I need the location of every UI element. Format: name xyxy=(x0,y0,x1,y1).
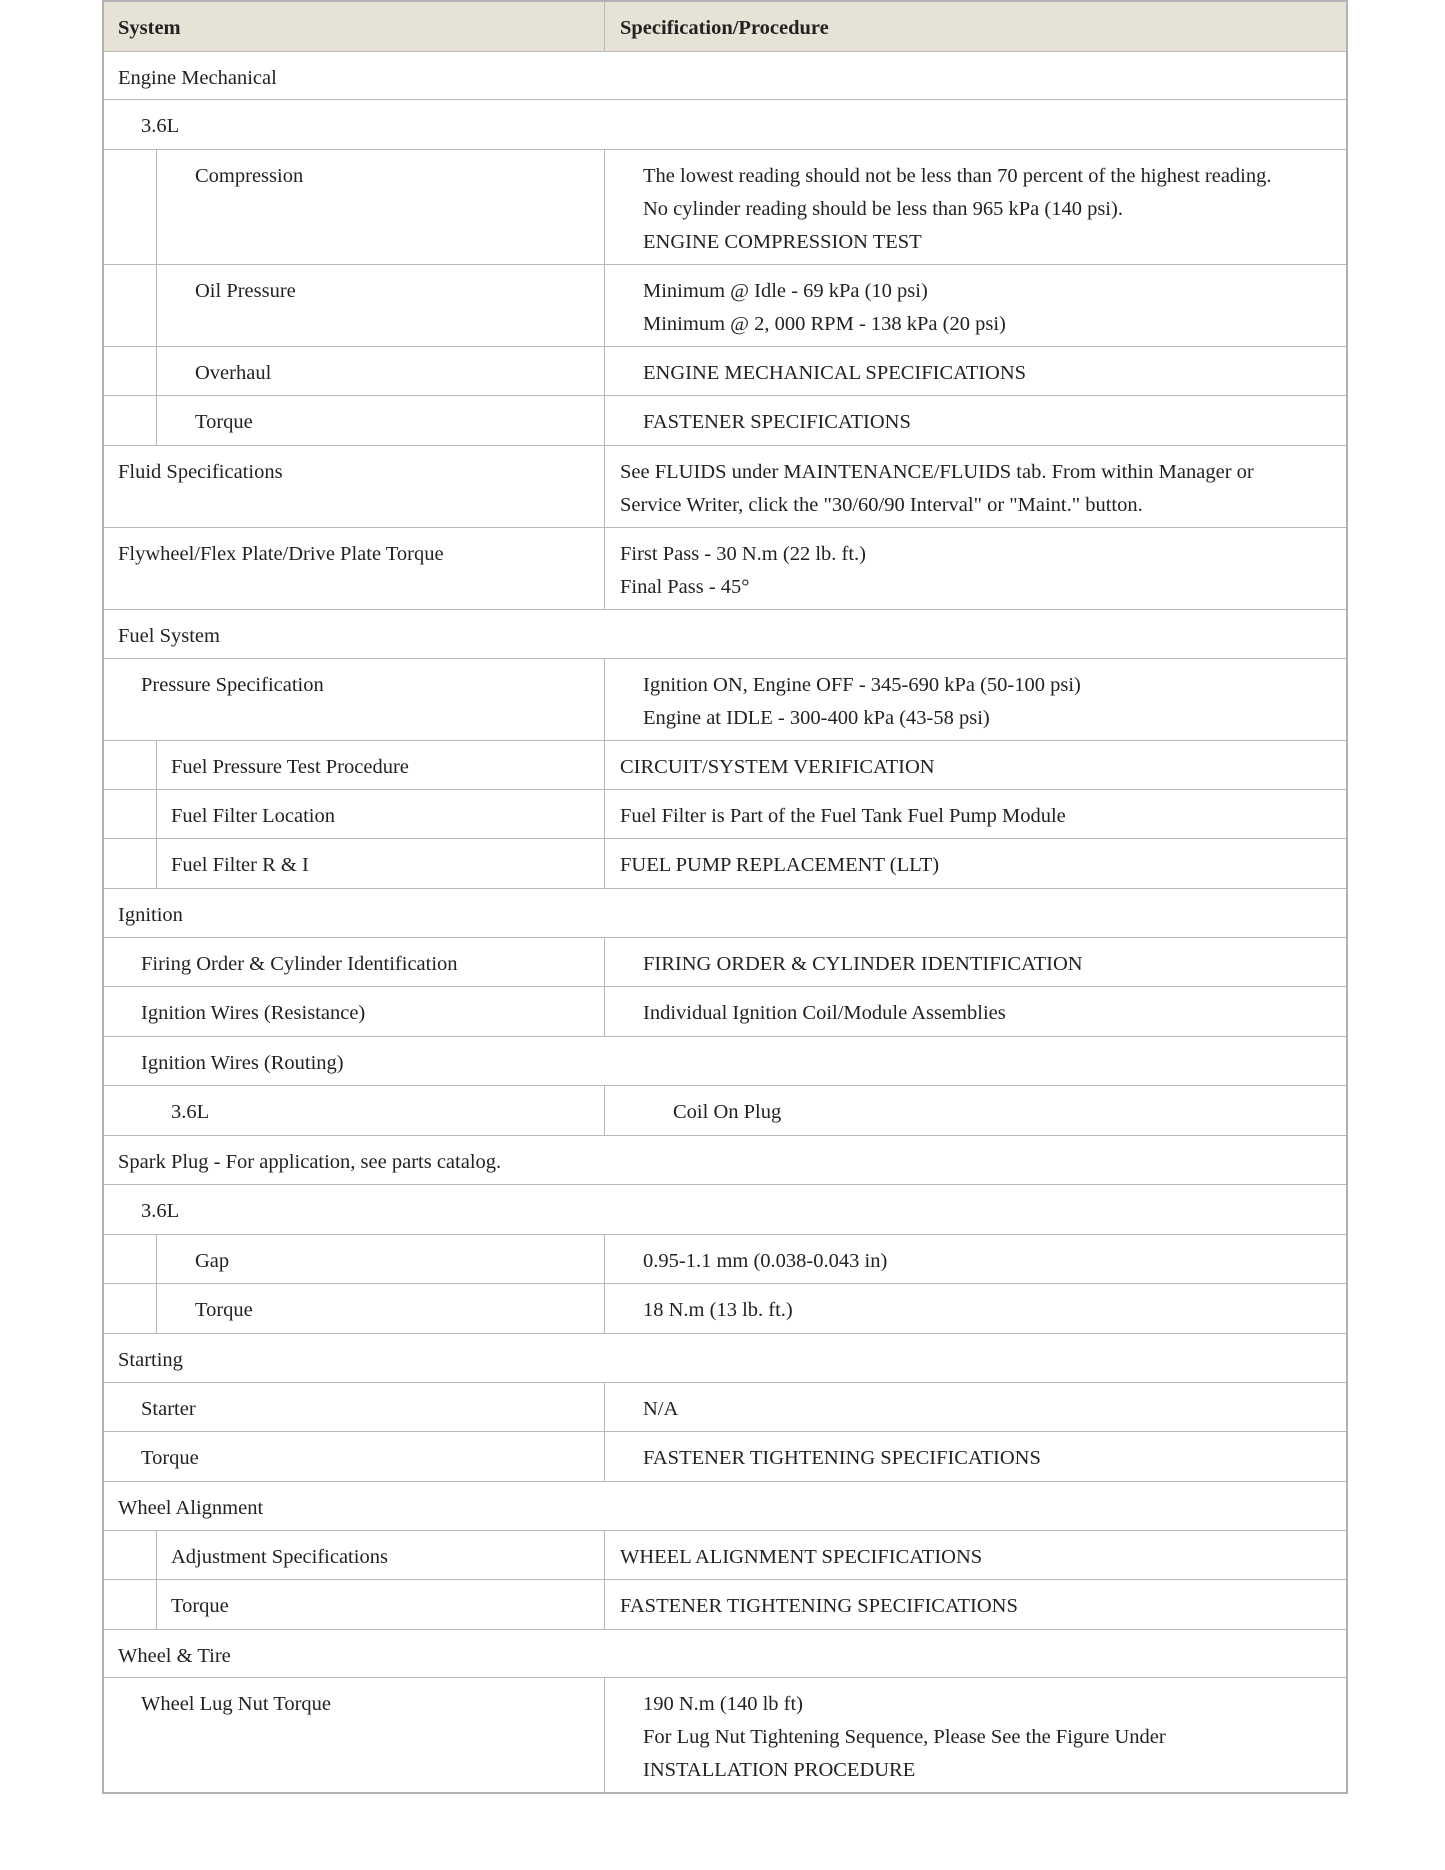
spec-text xyxy=(620,751,935,784)
spec-line: ENGINE COMPRESSION TEST xyxy=(643,231,922,253)
spec-text xyxy=(620,1541,982,1574)
spec-text xyxy=(620,1590,1018,1623)
system-label: Wheel Alignment xyxy=(118,1497,264,1519)
system-cell xyxy=(104,1678,604,1792)
table-row xyxy=(104,1184,1346,1234)
table-row xyxy=(104,1234,1346,1283)
table-row xyxy=(104,1481,1346,1530)
table-row xyxy=(104,937,1346,986)
system-label: Spark Plug - For application, see parts catalog. xyxy=(118,1151,502,1173)
table-row xyxy=(104,1629,1346,1677)
table-row xyxy=(104,1135,1346,1184)
table-row xyxy=(104,99,1346,149)
system-cell xyxy=(104,1531,604,1579)
system-cell xyxy=(104,839,604,888)
spec-line: Minimum @ 2, 000 RPM - 138 kPa (20 psi) xyxy=(643,313,1006,335)
spec-line: Service Writer, click the "30/60/90 Interval" or "Maint." button. xyxy=(620,494,1143,516)
spec-text xyxy=(620,456,1254,522)
spec-line: The lowest reading should not be less than 70 percent of the highest reading. xyxy=(643,165,1272,187)
spec-cell xyxy=(604,396,1346,445)
table-row xyxy=(104,149,1346,264)
table-row xyxy=(104,1283,1346,1333)
table-row xyxy=(104,51,1346,99)
spec-line: CIRCUIT/SYSTEM VERIFICATION xyxy=(620,756,935,778)
spec-cell xyxy=(604,1531,1346,1579)
table-row xyxy=(104,740,1346,789)
system-cell xyxy=(104,741,604,789)
spec-line: N/A xyxy=(643,1398,679,1420)
system-cell xyxy=(104,790,604,838)
system-cell xyxy=(104,1580,604,1629)
table-row xyxy=(104,1530,1346,1579)
spec-cell xyxy=(604,659,1346,740)
system-label: Compression xyxy=(195,165,304,187)
spec-text xyxy=(643,997,1006,1030)
system-label: Fluid Specifications xyxy=(118,461,283,483)
table-row xyxy=(104,395,1346,445)
system-label: Oil Pressure xyxy=(195,280,296,302)
system-label: Ignition Wires (Routing) xyxy=(141,1052,344,1074)
spec-text xyxy=(643,1688,1166,1787)
spec-line: No cylinder reading should be less than 965 kPa (140 psi). xyxy=(643,198,1123,220)
spec-text xyxy=(643,1245,887,1278)
table-header-row xyxy=(104,1,1346,51)
system-label: Torque xyxy=(141,1447,199,1469)
system-cell xyxy=(104,938,604,986)
spec-cell xyxy=(604,1580,1346,1629)
spec-cell xyxy=(604,446,1346,527)
spec-text xyxy=(643,1294,793,1327)
table-body xyxy=(104,51,1346,1792)
spec-text xyxy=(620,800,1066,833)
spec-text xyxy=(620,538,866,604)
spec-text xyxy=(643,406,911,439)
system-cell xyxy=(104,1383,604,1431)
spec-cell xyxy=(604,528,1346,609)
spec-cell xyxy=(604,839,1346,888)
table-row xyxy=(104,264,1346,346)
spec-line: Coil On Plug xyxy=(673,1101,782,1123)
spec-text xyxy=(643,275,1006,341)
spec-text xyxy=(620,849,939,882)
system-cell xyxy=(104,1136,1346,1184)
spec-cell xyxy=(604,1086,1346,1135)
table-row xyxy=(104,1085,1346,1135)
system-cell xyxy=(104,150,604,264)
spec-cell xyxy=(604,347,1346,395)
system-label: Starting xyxy=(118,1349,183,1371)
system-label: 3.6L xyxy=(171,1101,210,1123)
spec-line: See FLUIDS under MAINTENANCE/FLUIDS tab. From within Manager or xyxy=(620,461,1254,483)
spec-line: Individual Ignition Coil/Module Assemblies xyxy=(643,1002,1006,1024)
spec-text xyxy=(643,1442,1041,1475)
system-cell xyxy=(104,659,604,740)
spec-line: 0.95-1.1 mm (0.038-0.043 in) xyxy=(643,1250,888,1272)
spec-text xyxy=(643,669,1081,735)
table-row xyxy=(104,658,1346,740)
system-cell xyxy=(104,1284,604,1333)
system-cell xyxy=(104,610,1346,658)
table-row xyxy=(104,445,1346,527)
spec-table xyxy=(102,0,1348,1794)
spec-line: FASTENER TIGHTENING SPECIFICATIONS xyxy=(620,1595,1018,1617)
spec-cell xyxy=(604,1383,1346,1431)
system-cell xyxy=(104,1334,1346,1382)
table-row xyxy=(104,1431,1346,1481)
spec-line: Ignition ON, Engine OFF - 345-690 kPa (50-100 psi) xyxy=(643,674,1081,696)
spec-line: FIRING ORDER & CYLINDER IDENTIFICATION xyxy=(643,953,1083,975)
header-spec-label: Specification/Procedure xyxy=(620,17,829,39)
spec-line: Fuel Filter is Part of the Fuel Tank Fuel Pump Module xyxy=(620,805,1066,827)
system-label: Adjustment Specifications xyxy=(171,1546,388,1568)
spec-line: ENGINE MECHANICAL SPECIFICATIONS xyxy=(643,362,1027,384)
table-row xyxy=(104,1579,1346,1629)
table-row xyxy=(104,346,1346,395)
table-row xyxy=(104,789,1346,838)
spec-line: For Lug Nut Tightening Sequence, Please See the Figure Under xyxy=(643,1726,1166,1748)
table-row xyxy=(104,1677,1346,1792)
system-label: Fuel System xyxy=(118,625,220,647)
spec-line: FASTENER SPECIFICATIONS xyxy=(643,411,911,433)
spec-cell xyxy=(604,741,1346,789)
table-row xyxy=(104,527,1346,609)
spec-cell xyxy=(604,938,1346,986)
system-cell xyxy=(104,396,604,445)
spec-line: 190 N.m (140 lb ft) xyxy=(643,1693,803,1715)
header-system-cell xyxy=(104,2,604,51)
spec-text xyxy=(643,357,1026,390)
spec-line: INSTALLATION PROCEDURE xyxy=(643,1759,916,1781)
table-row xyxy=(104,1036,1346,1085)
system-cell xyxy=(104,1482,1346,1530)
spec-cell xyxy=(604,1235,1346,1283)
spec-cell xyxy=(604,987,1346,1036)
spec-cell xyxy=(604,1678,1346,1792)
system-label: Fuel Pressure Test Procedure xyxy=(171,756,409,778)
spec-text xyxy=(643,948,1083,981)
table-row xyxy=(104,1382,1346,1431)
system-label: Fuel Filter Location xyxy=(171,805,335,827)
header-system-label: System xyxy=(118,17,181,39)
spec-text xyxy=(673,1096,781,1129)
spec-cell xyxy=(604,1432,1346,1481)
table-row xyxy=(104,838,1346,888)
system-label: Wheel Lug Nut Torque xyxy=(141,1693,332,1715)
system-label: Pressure Specification xyxy=(141,674,324,696)
system-cell xyxy=(104,1037,1346,1085)
spec-line: FUEL PUMP REPLACEMENT (LLT) xyxy=(620,854,940,876)
system-cell xyxy=(104,52,1346,99)
system-label: Torque xyxy=(195,1299,253,1321)
spec-line: 18 N.m (13 lb. ft.) xyxy=(643,1299,793,1321)
system-cell xyxy=(104,528,604,609)
system-label: Gap xyxy=(195,1250,230,1272)
spec-cell xyxy=(604,150,1346,264)
table-row xyxy=(104,986,1346,1036)
system-label: 3.6L xyxy=(141,115,180,137)
spec-cell xyxy=(604,265,1346,346)
system-label: Firing Order & Cylinder Identification xyxy=(141,953,458,975)
system-label: Torque xyxy=(195,411,253,433)
system-label: Ignition Wires (Resistance) xyxy=(141,1002,366,1024)
system-cell xyxy=(104,265,604,346)
spec-cell xyxy=(604,790,1346,838)
spec-line: Minimum @ Idle - 69 kPa (10 psi) xyxy=(643,280,928,302)
spec-line: First Pass - 30 N.m (22 lb. ft.) xyxy=(620,543,866,565)
table-row xyxy=(104,1333,1346,1382)
system-label: Engine Mechanical xyxy=(118,67,277,89)
system-cell xyxy=(104,100,1346,149)
system-label: Starter xyxy=(141,1398,196,1420)
system-label: Torque xyxy=(171,1595,229,1617)
table-row xyxy=(104,888,1346,937)
system-cell xyxy=(104,1235,604,1283)
spec-line: FASTENER TIGHTENING SPECIFICATIONS xyxy=(643,1447,1041,1469)
spec-text xyxy=(643,1393,678,1426)
spec-line: Engine at IDLE - 300-400 kPa (43-58 psi) xyxy=(643,707,990,729)
system-label: Fuel Filter R & I xyxy=(171,854,309,876)
system-label: Ignition xyxy=(118,904,183,926)
system-cell xyxy=(104,1630,1346,1677)
system-cell xyxy=(104,446,604,527)
header-spec-cell xyxy=(604,2,1346,51)
spec-cell xyxy=(604,1284,1346,1333)
system-label: Flywheel/Flex Plate/Drive Plate Torque xyxy=(118,543,444,565)
system-label: Wheel & Tire xyxy=(118,1645,231,1667)
system-cell xyxy=(104,1432,604,1481)
system-cell xyxy=(104,1185,1346,1234)
system-label: Overhaul xyxy=(195,362,272,384)
system-cell xyxy=(104,1086,604,1135)
table-row xyxy=(104,609,1346,658)
system-cell xyxy=(104,347,604,395)
spec-line: Final Pass - 45° xyxy=(620,576,750,598)
system-cell xyxy=(104,987,604,1036)
system-label: 3.6L xyxy=(141,1200,180,1222)
system-cell xyxy=(104,889,1346,937)
spec-text xyxy=(643,160,1272,259)
spec-line: WHEEL ALIGNMENT SPECIFICATIONS xyxy=(620,1546,983,1568)
